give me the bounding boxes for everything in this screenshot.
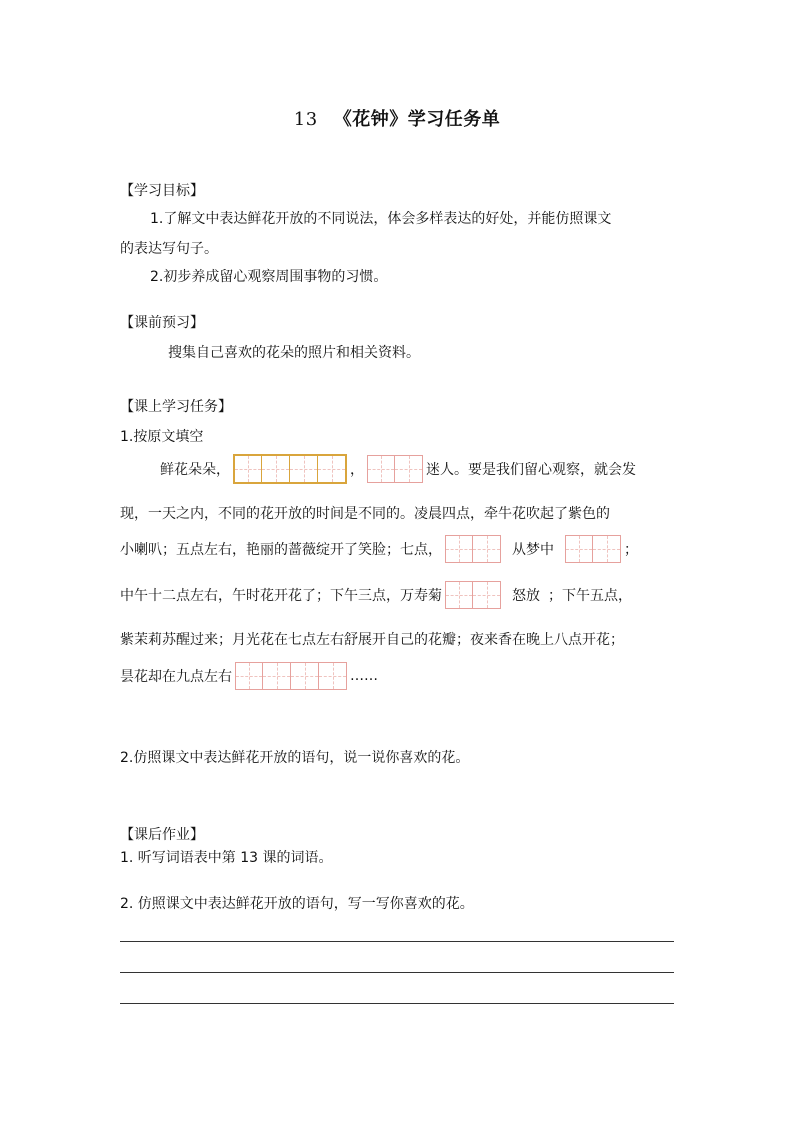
- cloze-text: 小喇叭；五点左右，艳丽的蔷薇绽开了笑脸；七点，: [120, 542, 442, 558]
- goal-item-1-line-1: 1.了解文中表达鲜花开放的不同说法，体会多样表达的好处，并能仿照课文: [150, 211, 612, 227]
- cloze-text: 迷人。要是我们留心观察，就会发: [426, 462, 636, 478]
- task-1-label: 1.按原文填空: [120, 429, 204, 445]
- goal-item-2: 2.初步养成留心观察周围事物的习惯。: [150, 269, 388, 285]
- writing-line[interactable]: [120, 941, 674, 942]
- char-box[interactable]: [565, 535, 593, 563]
- homework-item-1: 1. 听写词语表中第 13 课的词语。: [120, 850, 333, 866]
- char-box[interactable]: [473, 581, 501, 609]
- cloze-text: 鲜花朵朵，: [160, 462, 230, 478]
- cloze-text: 中午十二点左右，午时花开花了；下午三点，万寿菊: [120, 588, 442, 604]
- cloze-text: 怒放: [512, 588, 540, 604]
- cloze-paragraph-line-3: [120, 532, 680, 566]
- char-box[interactable]: [291, 662, 319, 690]
- cloze-paragraph-line-5: 紫茉莉苏醒过来；月光花在七点左右舒展开自己的花瓣；夜来香在晚上八点开花；: [120, 632, 624, 648]
- blank-2-boxes[interactable]: [445, 581, 501, 609]
- char-box[interactable]: [395, 455, 423, 483]
- preview-text: 搜集自己喜欢的花朵的照片和相关资料。: [168, 345, 420, 361]
- char-box[interactable]: [262, 455, 290, 483]
- writing-line[interactable]: [120, 1003, 674, 1004]
- char-box[interactable]: [367, 455, 395, 483]
- cloze-text: ，: [350, 462, 364, 478]
- blank-2-boxes[interactable]: [445, 535, 501, 563]
- lesson-number: 13: [293, 109, 318, 130]
- char-box[interactable]: [318, 455, 346, 483]
- task-2-label: 2.仿照课文中表达鲜花开放的语句，说一说你喜欢的花。: [120, 750, 470, 766]
- cloze-text: 从梦中: [512, 542, 554, 558]
- cloze-paragraph-line-2: 现，一天之内，不同的花开放的时间是不同的。凌晨四点，牵牛花吹起了紫色的: [120, 506, 610, 522]
- char-box[interactable]: [290, 455, 318, 483]
- blank-4-boxes[interactable]: [235, 662, 347, 690]
- char-box[interactable]: [235, 662, 263, 690]
- char-box[interactable]: [445, 535, 473, 563]
- cloze-text: ；: [624, 542, 638, 558]
- cloze-paragraph-line-1: [160, 452, 680, 486]
- cloze-paragraph-line-6: [120, 659, 680, 693]
- writing-line[interactable]: [120, 972, 674, 973]
- homework-heading: 【课后作业】: [120, 827, 204, 843]
- blank-4-boxes[interactable]: [233, 454, 347, 484]
- preview-heading: 【课前预习】: [120, 315, 204, 331]
- classwork-heading: 【课上学习任务】: [120, 399, 232, 415]
- lesson-title: 《花钟》学习任务单: [333, 109, 501, 130]
- cloze-text: ……: [350, 668, 378, 684]
- cloze-text: 昙花却在九点左右: [120, 669, 232, 685]
- char-box[interactable]: [473, 535, 501, 563]
- char-box[interactable]: [593, 535, 621, 563]
- homework-item-2: 2. 仿照课文中表达鲜花开放的语句，写一写你喜欢的花。: [120, 896, 474, 912]
- char-box[interactable]: [263, 662, 291, 690]
- blank-2-boxes[interactable]: [367, 455, 423, 483]
- goals-heading: 【学习目标】: [120, 183, 204, 199]
- char-box[interactable]: [445, 581, 473, 609]
- cloze-paragraph-line-4: [120, 578, 680, 612]
- goal-item-1-line-2: 的表达写句子。: [120, 241, 218, 257]
- char-box[interactable]: [319, 662, 347, 690]
- blank-2-boxes[interactable]: [565, 535, 621, 563]
- char-box[interactable]: [234, 455, 262, 483]
- cloze-text: ；下午五点，: [548, 588, 632, 604]
- page-title: [0, 105, 794, 131]
